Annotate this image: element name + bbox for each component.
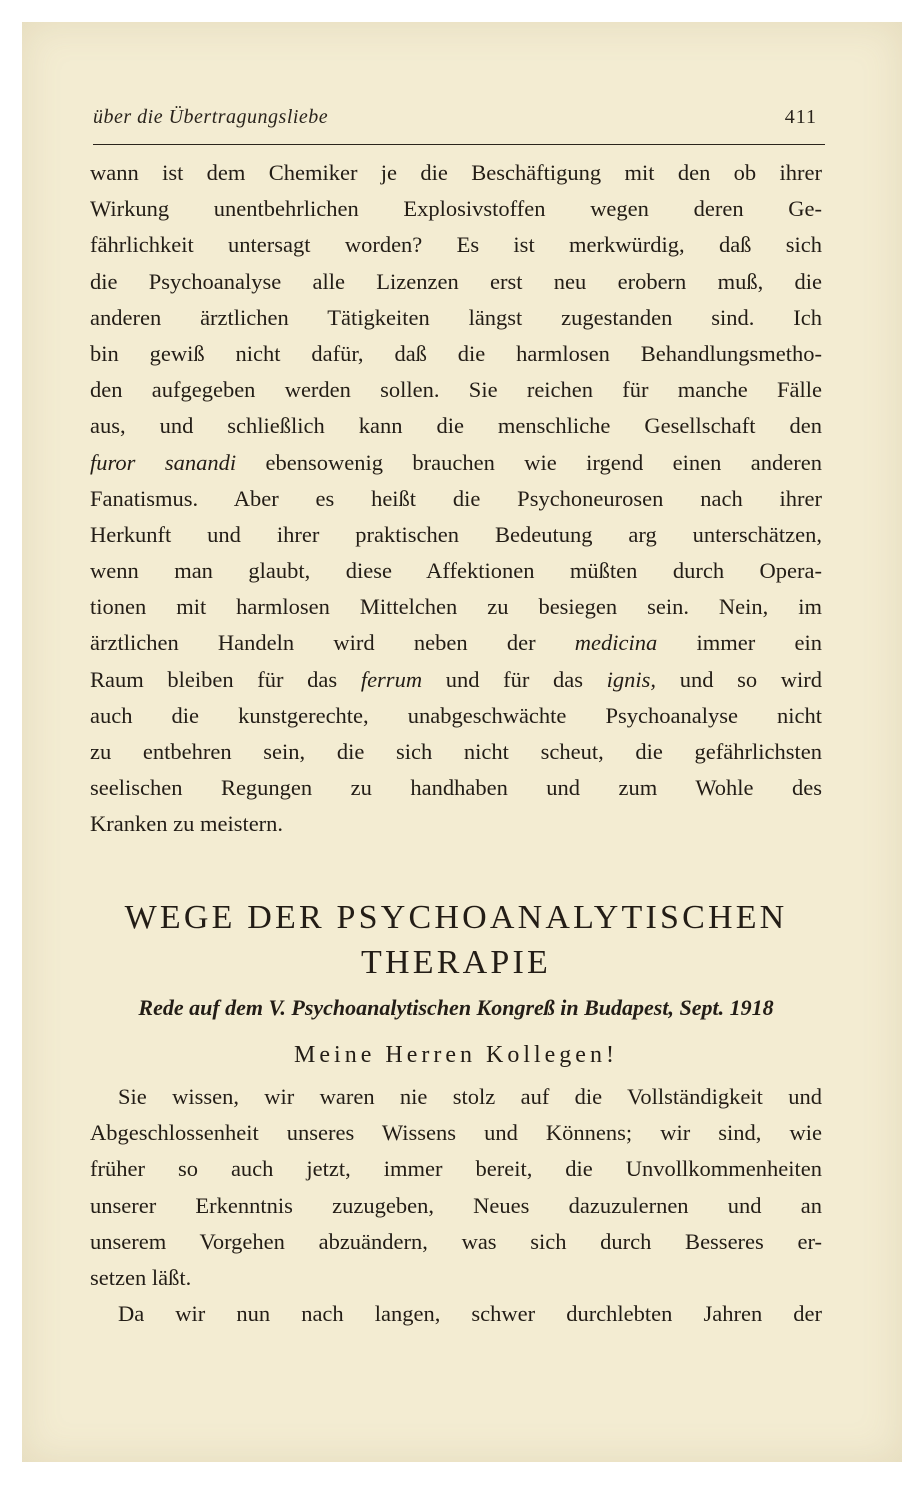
text-line xyxy=(90,1260,822,1296)
text-line xyxy=(90,1079,822,1115)
text-run: auch die kunstgerechte, unabgeschwächte Psychoanalyse nicht xyxy=(90,702,822,728)
text-run: anderen ärztlichen Tätigkeiten längst zugestanden sind. Ich xyxy=(90,304,822,330)
text-line xyxy=(90,517,822,553)
italic-term: medicina xyxy=(574,630,658,656)
text-line xyxy=(90,191,822,227)
text-line xyxy=(90,408,822,444)
text-run: wann ist dem Chemiker je die Beschäftigung mit den ob ihrer xyxy=(90,160,822,185)
text-run: Raum bleiben für das xyxy=(90,666,361,692)
text-line xyxy=(90,698,822,734)
text-run: und so wird xyxy=(656,666,823,692)
text-run: Da wir nun nach langen, schwer durchlebten Jahren der xyxy=(118,1301,822,1326)
text-run: ebensowenig brauchen wie irgend einen anderen xyxy=(236,449,823,475)
text-line xyxy=(90,264,822,300)
paragraph-next xyxy=(90,1296,822,1332)
text-line xyxy=(90,1151,822,1187)
text-run: immer ein xyxy=(657,630,822,656)
text-run: und für das xyxy=(422,666,607,692)
text-line xyxy=(90,734,822,770)
text-run: Herkunft und ihrer praktischen Bedeutung arg unterschätzen, xyxy=(90,521,822,547)
text-line xyxy=(90,770,822,806)
text-run: früher so auch jetzt, immer bereit, die Unvollkommenheiten xyxy=(90,1156,822,1182)
text-line xyxy=(90,336,822,372)
page-number: 411 xyxy=(784,106,817,128)
text-line xyxy=(90,372,822,408)
text-run: ärztlichen Handeln wird neben der xyxy=(90,630,575,656)
text-line xyxy=(90,1296,822,1332)
text-run: bin gewiß nicht dafür, daß die harmlosen Behandlungsmetho- xyxy=(90,340,822,366)
paragraph-continued xyxy=(90,155,822,843)
running-header xyxy=(93,104,825,145)
text-line xyxy=(90,300,822,336)
text-run: aus, und schließlich kann die menschliche Gesellschaft den xyxy=(90,413,822,439)
text-line xyxy=(90,1224,822,1260)
text-line xyxy=(90,481,822,517)
text-run: Wirkung unentbehrlichen Explosivstoffen wegen deren Ge- xyxy=(90,196,822,222)
text-line xyxy=(90,445,822,481)
text-run: Abgeschlossenheit unseres Wissens und Könnens; wir sind, wie xyxy=(90,1120,822,1146)
text-run: wenn man glaubt, diese Affektionen müßten durch Opera- xyxy=(90,558,822,584)
text-line xyxy=(90,589,822,625)
chapter-subtitle: Rede auf dem V. Psychoanalytischen Kongreß in Budapest, Sept. 1918 xyxy=(138,995,774,1020)
text-run: Sie wissen, wir waren nie stolz auf die Vollständigkeit und xyxy=(118,1084,822,1109)
salutation: Meine Herren Kollegen! xyxy=(294,1042,618,1068)
text-run: zu entbehren sein, die sich nicht scheut, die gefährlichsten xyxy=(90,739,822,764)
text-run: Fanatismus. Aber es heißt die Psychoneurosen nach ihrer xyxy=(90,485,822,511)
text-line xyxy=(90,155,822,191)
text-run: Kranken zu meistern. xyxy=(90,811,284,837)
text-line xyxy=(90,806,822,842)
text-line xyxy=(90,1188,822,1224)
text-run: den aufgegeben werden sollen. Sie reichen für manche Fälle xyxy=(90,377,822,403)
text-run: die Psychoanalyse alle Lizenzen erst neu erobern muß, die xyxy=(90,268,822,294)
paragraph-intro xyxy=(90,1079,822,1296)
text-line xyxy=(90,662,822,698)
text-run: tionen mit harmlosen Mittelchen zu besiegen sein. Nein, im xyxy=(90,594,822,620)
text-line xyxy=(90,553,822,589)
chapter-heading-line1: WEGE DER PSYCHOANALYTISCHEN xyxy=(124,899,788,936)
text-run: unserer Erkenntnis zuzugeben, Neues dazuzulernen und an xyxy=(90,1192,822,1218)
chapter-heading-line2: THERAPIE xyxy=(361,944,551,981)
text-line xyxy=(90,625,822,661)
text-line xyxy=(90,227,822,263)
text-line xyxy=(90,1115,822,1151)
text-run: setzen läßt. xyxy=(90,1264,192,1290)
text-run: seelischen Regungen zu handhaben und zum Wohle des xyxy=(90,775,822,801)
running-title: über die Übertragungsliebe xyxy=(93,106,329,128)
italic-term: furor sanandi xyxy=(90,449,237,475)
text-run: unserem Vorgehen abzuändern, was sich durch Besseres er- xyxy=(90,1228,822,1254)
italic-term: ignis, xyxy=(606,666,657,692)
text-run: fährlichkeit untersagt worden? Es ist merkwürdig, daß sich xyxy=(90,232,822,258)
italic-term: ferrum xyxy=(360,666,423,692)
